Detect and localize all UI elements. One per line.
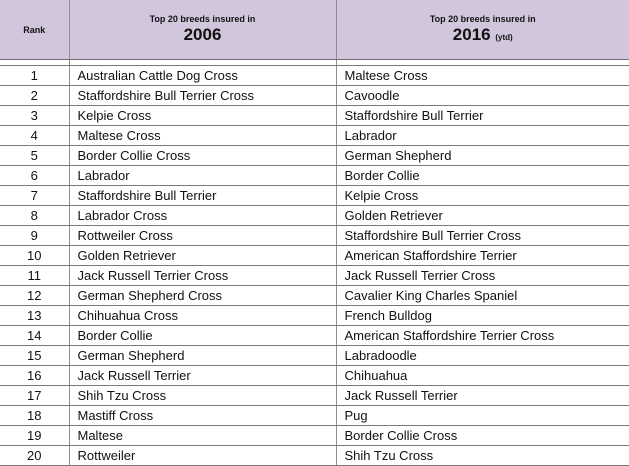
table-row — [0, 326, 629, 346]
breed-2006-cell: Labrador — [69, 166, 336, 186]
breed-2006-cell: Border Collie — [69, 326, 336, 346]
rank-cell: 8 — [0, 206, 69, 226]
breed-2006-cell: Mastiff Cross — [69, 406, 336, 426]
column-header-2006 — [69, 0, 336, 60]
rank-cell: 16 — [0, 366, 69, 386]
breed-2006-cell: Jack Russell Terrier Cross — [69, 266, 336, 286]
breed-2006-cell: Shih Tzu Cross — [69, 386, 336, 406]
rank-cell: 18 — [0, 406, 69, 426]
breed-2016-cell: Maltese Cross — [336, 66, 629, 86]
breed-2006-cell: Kelpie Cross — [69, 106, 336, 126]
breed-2006-cell: German Shepherd Cross — [69, 286, 336, 306]
column-year-2016 — [337, 25, 629, 45]
table-row — [0, 146, 629, 166]
table-row — [0, 286, 629, 306]
table-body — [0, 66, 629, 466]
rank-cell: 11 — [0, 266, 69, 286]
rank-cell: 6 — [0, 166, 69, 186]
breed-2006-cell: Rottweiler — [69, 446, 336, 466]
breed-2016-cell: Shih Tzu Cross — [336, 446, 629, 466]
table-row — [0, 306, 629, 326]
breed-2016-cell: American Staffordshire Terrier Cross — [336, 326, 629, 346]
breed-2006-cell: Maltese — [69, 426, 336, 446]
breed-2016-cell: Pug — [336, 406, 629, 426]
breed-2016-cell: French Bulldog — [336, 306, 629, 326]
rank-cell: 12 — [0, 286, 69, 306]
table-row — [0, 206, 629, 226]
rank-cell: 1 — [0, 66, 69, 86]
table-row — [0, 266, 629, 286]
rank-cell: 10 — [0, 246, 69, 266]
year-label-2016: 2016 — [453, 25, 491, 44]
breed-2016-cell: Kelpie Cross — [336, 186, 629, 206]
rank-cell: 2 — [0, 86, 69, 106]
rank-cell: 14 — [0, 326, 69, 346]
breed-2016-cell: Staffordshire Bull Terrier — [336, 106, 629, 126]
table-row — [0, 366, 629, 386]
table-row — [0, 166, 629, 186]
table-row — [0, 426, 629, 446]
table-row — [0, 66, 629, 86]
rank-cell: 15 — [0, 346, 69, 366]
breed-2016-cell: Jack Russell Terrier — [336, 386, 629, 406]
table-row — [0, 86, 629, 106]
breed-2016-cell: Labradoodle — [336, 346, 629, 366]
rank-cell: 13 — [0, 306, 69, 326]
table-row — [0, 226, 629, 246]
breed-2016-cell: American Staffordshire Terrier — [336, 246, 629, 266]
table-row — [0, 186, 629, 206]
table-row — [0, 386, 629, 406]
breed-2016-cell: Golden Retriever — [336, 206, 629, 226]
breed-2006-cell: Staffordshire Bull Terrier Cross — [69, 86, 336, 106]
breed-2006-cell: Chihuahua Cross — [69, 306, 336, 326]
table-header — [0, 0, 629, 60]
column-caption-2016: Top 20 breeds insured in — [337, 14, 629, 24]
breed-2006-cell: Staffordshire Bull Terrier — [69, 186, 336, 206]
breed-2016-cell: Border Collie Cross — [336, 426, 629, 446]
column-header-2016 — [336, 0, 629, 60]
table-row — [0, 346, 629, 366]
table-row — [0, 406, 629, 426]
breed-2016-cell: Border Collie — [336, 166, 629, 186]
column-caption-2006: Top 20 breeds insured in — [70, 14, 336, 24]
breed-2006-cell: Rottweiler Cross — [69, 226, 336, 246]
column-year-2006 — [70, 25, 336, 45]
breed-2006-cell: Labrador Cross — [69, 206, 336, 226]
ytd-suffix: (ytd) — [495, 33, 512, 42]
table-row — [0, 246, 629, 266]
breed-2006-cell: German Shepherd — [69, 346, 336, 366]
breed-2016-cell: Cavoodle — [336, 86, 629, 106]
rank-cell: 20 — [0, 446, 69, 466]
rank-cell: 3 — [0, 106, 69, 126]
table-row — [0, 126, 629, 146]
rank-cell: 9 — [0, 226, 69, 246]
breed-2016-cell: German Shepherd — [336, 146, 629, 166]
year-label-2006: 2006 — [184, 25, 222, 44]
breed-2016-cell: Chihuahua — [336, 366, 629, 386]
breed-2006-cell: Jack Russell Terrier — [69, 366, 336, 386]
breed-2006-cell: Golden Retriever — [69, 246, 336, 266]
rank-column-header: Rank — [0, 0, 69, 60]
breed-2016-cell: Jack Russell Terrier Cross — [336, 266, 629, 286]
rank-cell: 7 — [0, 186, 69, 206]
breed-2016-cell: Labrador — [336, 126, 629, 146]
table-row — [0, 106, 629, 126]
rank-cell: 19 — [0, 426, 69, 446]
breed-2016-cell: Staffordshire Bull Terrier Cross — [336, 226, 629, 246]
breed-2006-cell: Australian Cattle Dog Cross — [69, 66, 336, 86]
rank-cell: 17 — [0, 386, 69, 406]
rank-cell: 5 — [0, 146, 69, 166]
breed-2006-cell: Border Collie Cross — [69, 146, 336, 166]
breed-2006-cell: Maltese Cross — [69, 126, 336, 146]
table-row — [0, 446, 629, 466]
rank-cell: 4 — [0, 126, 69, 146]
breed-2016-cell: Cavalier King Charles Spaniel — [336, 286, 629, 306]
